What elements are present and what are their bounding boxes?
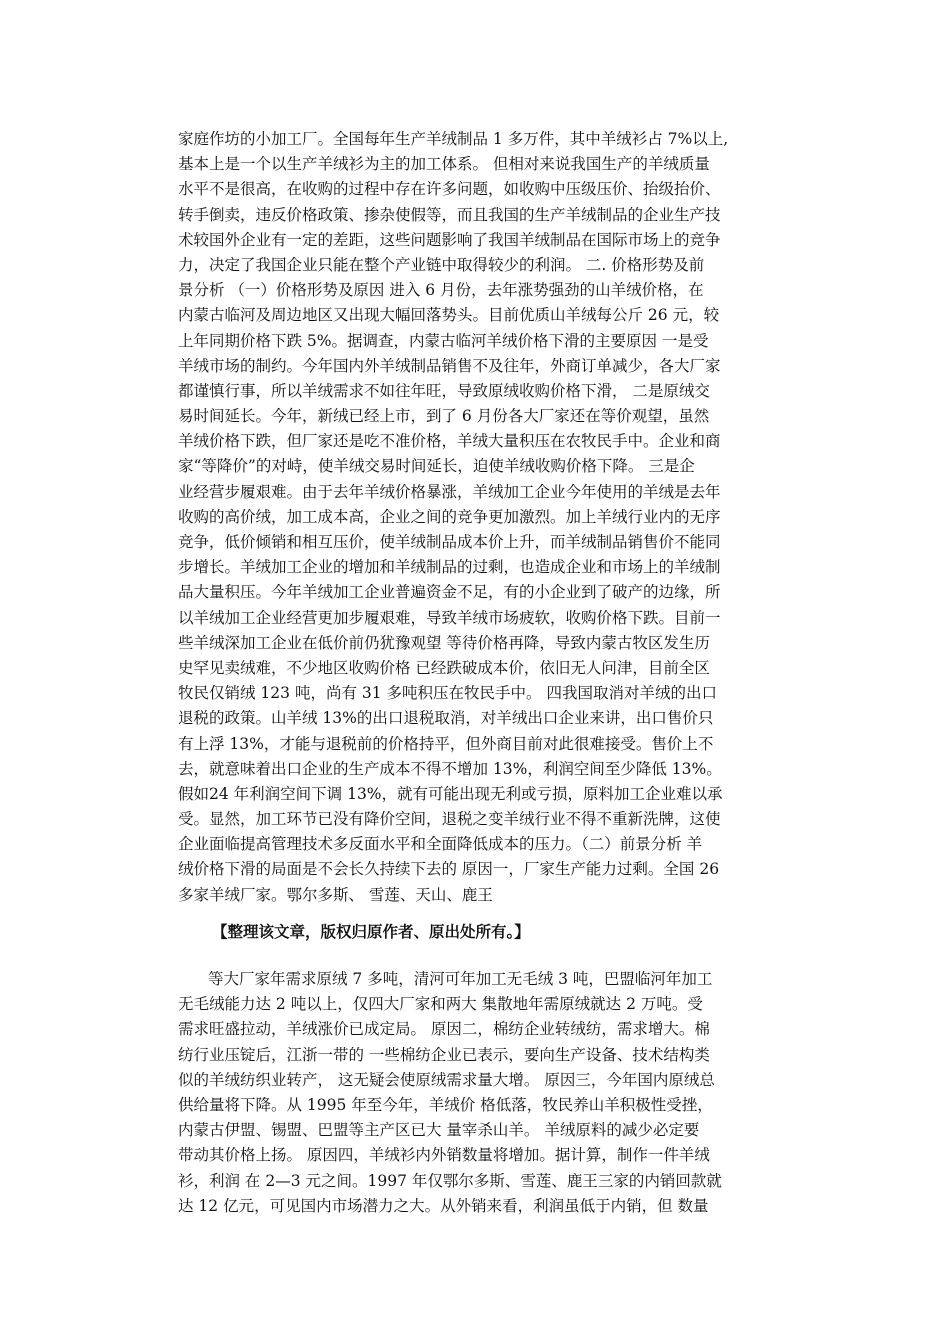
text-line: 企业面临提高管理技术多反面水平和全面降低成本的压力。（二）前景分析 羊: [178, 835, 703, 854]
text-line: 无毛绒能力达 2 吨以上，仅四大厂家和两大 集散地年需原绒就达 2 万吨。受: [178, 995, 703, 1014]
text-line: 假如24 年利润空间下调 13%，就有可能出现无利或亏损，原料加工企业难以承: [178, 784, 723, 803]
text-line: 供给量将下降。从 1995 年至今年，羊绒价 格低落，牧民养山羊积极性受挫，: [178, 1095, 713, 1114]
text-line: 需求旺盛拉动，羊绒涨价已成定局。 原因二，棉纺企业转绒纺，需求增大。棉: [178, 1020, 710, 1039]
text-line: 绒价格下滑的局面是不会长久持续下去的 原因一，厂家生产能力过剩。全国 26: [178, 860, 720, 879]
text-line: 水平不是很高，在收购的过程中存在许多问题，如收购中压级压价、抬级抬价、: [178, 180, 721, 199]
copyright-notice-block: [178, 919, 778, 944]
text-line: 羊绒市场的制约。今年国内外羊绒制品销售不及往年，外商订单减少，各大厂家: [178, 356, 721, 375]
text-line: 等大厂家年需求原绒 7 多吨，清河可年加工无毛绒 3 吨，巴盟临河年加工: [208, 970, 713, 988]
text-line: 些羊绒深加工企业在低价前仍犹豫观望 等待价格再降，导致内蒙古牧区发生历: [178, 633, 710, 652]
text-line: 收购的高价绒，加工成本高，企业之间的竞争更加激烈。加上羊绒行业内的无序: [178, 507, 721, 526]
text-line: 基本上是一个以生产羊绒衫为主的加工体系。 但相对来说我国生产的羊绒质量: [178, 155, 710, 174]
text-line: 似的羊绒纺织业转产， 这无疑会使原绒需求量大增。 原因三，今年国内原绒总: [178, 1070, 715, 1089]
text-line: 牧民仅销绒 123 吨，尚有 31 多吨积压在牧民手中。 四我国取消对羊绒的出口: [178, 684, 717, 703]
text-line: 家庭作坊的小加工厂。全国每年生产羊绒制品 1 多万件，其中羊绒衫占 7%以上,: [178, 130, 729, 148]
text-line: 步增长。羊绒加工企业的增加和羊绒制品的过剩，也造成企业和市场上的羊绒制: [178, 558, 721, 577]
text-line: 竞争，低价倾销和相互压价，使羊绒制品成本价上升，而羊绒制品销售价不能同: [178, 533, 721, 551]
text-line: 力，决定了我国企业只能在整个产业链中取得较少的利润。 二. 价格形势及前: [178, 255, 705, 274]
text-line: 转手倒卖，违反价格政策、掺杂使假等，而且我国的生产羊绒制品的企业生产技: [178, 205, 721, 224]
text-line: 内蒙古临河及周边地区又出现大幅回落势头。目前优质山羊绒每公斤 26 元，较: [178, 306, 720, 325]
text-line: 易时间延长。今年，新绒已经上市，到了 6 月份各大厂家还在等价观望，虽然: [178, 407, 710, 426]
text-line: 羊绒价格下跌，但厂家还是吃不准价格，羊绒大量积压在农牧民手中。企业和商: [178, 432, 721, 451]
text-line: 以羊绒加工企业经营更加步履艰难，导致羊绒市场疲软，收购价格下跌。目前一: [178, 608, 721, 627]
body-paragraph-1: [178, 127, 778, 908]
text-line: 景分析 （一）价格形势及原因 进入 6 月份，去年涨势强劲的山羊绒价格，在: [178, 281, 704, 300]
body-paragraph-2: [178, 967, 778, 1219]
text-line: 多家羊绒厂家。鄂尔多斯、 雪莲、天山、鹿王: [178, 885, 493, 904]
text-line: 衫，利润 在 2—3 元之间。1997 年仅鄂尔多斯、雪莲、鹿王三家的内销回款就: [178, 1171, 722, 1190]
text-line: 术较国外企业有一定的差距，这些问题影响了我国羊绒制品在国际市场上的竞争: [178, 230, 721, 249]
copyright-notice: 【整理该文章，版权归原作者、原出处所有。】: [212, 922, 530, 941]
text-line: 品大量积压。今年羊绒加工企业普遍资金不足，有的小企业到了破产的边缘，所: [178, 583, 721, 602]
text-line: 史罕见卖绒难，不少地区收购价格 已经跌破成本价，依旧无人问津，目前全区: [178, 658, 710, 677]
text-line: 达 12 亿元，可见国内市场潜力之大。从外销来看，利润虽低于内销，但 数量: [178, 1196, 709, 1215]
text-line: 有上浮 13%，才能与退税前的价格持平，但外商目前对此很难接受。售价上不: [178, 734, 714, 753]
text-line: 业经营步履艰难。由于去年羊绒价格暴涨，羊绒加工企业今年使用的羊绒是去年: [178, 482, 721, 501]
text-line: 内蒙古伊盟、锡盟、巴盟等主产区已大 量宰杀山羊。 羊绒原料的减少必定要: [178, 1121, 700, 1140]
text-line: 受。显然，加工环节已没有降价空间，退税之变羊绒行业不得不重新洗牌，这使: [178, 810, 721, 829]
text-line: 纺行业压锭后，江浙一带的 一些棉纺企业已表示，要向生产设备、技术结构类: [178, 1045, 710, 1064]
text-line: 上年同期价格下跌 5%。据调查，内蒙古临河羊绒价格下滑的主要原因 一是受: [178, 331, 709, 350]
text-line: 都谨慎行事，所以羊绒需求不如往年旺，导致原绒收购价格下滑， 二是原绒交: [178, 381, 710, 400]
text-line: 去，就意味着出口企业的生产成本不得不增加 13%，利润空间至少降低 13%。: [178, 759, 722, 778]
text-line: 家“等降价”的对峙，使羊绒交易时间延长，迫使羊绒收购价格下降。 三是企: [178, 457, 695, 476]
text-line: 退税的政策。山羊绒 13%的出口退税取消，对羊绒出口企业来讲，出口售价只: [178, 709, 714, 728]
text-line: 带动其价格上扬。 原因四，羊绒衫内外销数量将增加。据计算，制作一件羊绒: [178, 1146, 710, 1165]
